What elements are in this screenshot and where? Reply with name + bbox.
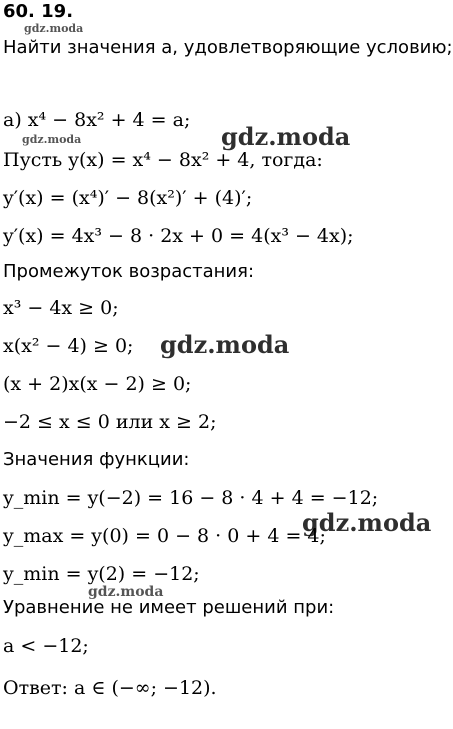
function-definition: Пусть y(x) = x⁴ − 8x² + 4, тогда: xyxy=(3,149,323,171)
equation-part-a: а) x⁴ − 8x² + 4 = a; xyxy=(3,109,191,131)
watermark: gdz.moda xyxy=(88,584,164,600)
inequality-line: x³ − 4x ≥ 0; xyxy=(3,297,119,319)
inequality-line: (x + 2)x(x − 2) ≥ 0; xyxy=(3,373,192,395)
section-heading: Промежуток возрастания: xyxy=(3,261,255,282)
watermark: gdz.moda xyxy=(160,330,290,359)
task-statement: Найти значения a, удовлетворяющие условию; xyxy=(3,37,453,58)
derivative-line: y′(x) = (x⁴)′ − 8(x²)′ + (4)′; xyxy=(3,187,253,209)
function-value: y_max = y(0) = 0 − 8 · 0 + 4 = 4; xyxy=(3,525,326,547)
watermark: gdz.moda xyxy=(302,508,432,537)
conclusion-text: Уравнение не имеет решений при: xyxy=(3,597,335,618)
section-heading: Значения функции: xyxy=(3,449,190,470)
answer-line: Ответ: a ∈ (−∞; −12). xyxy=(3,677,217,699)
function-value: y_min = y(2) = −12; xyxy=(3,563,200,585)
watermark: gdz.moda xyxy=(22,133,82,146)
watermark: gdz.moda xyxy=(221,122,351,151)
function-value: y_min = y(−2) = 16 − 8 · 4 + 4 = −12; xyxy=(3,487,379,509)
condition-line: a < −12; xyxy=(3,635,89,657)
inequality-line: x(x² − 4) ≥ 0; xyxy=(3,335,134,357)
interval-result: −2 ≤ x ≤ 0 или x ≥ 2; xyxy=(3,411,217,433)
derivative-result: y′(x) = 4x³ − 8 · 2x + 0 = 4(x³ − 4x); xyxy=(3,225,354,247)
problem-number: 60. 19. xyxy=(3,1,74,22)
watermark: gdz.moda xyxy=(24,22,84,35)
